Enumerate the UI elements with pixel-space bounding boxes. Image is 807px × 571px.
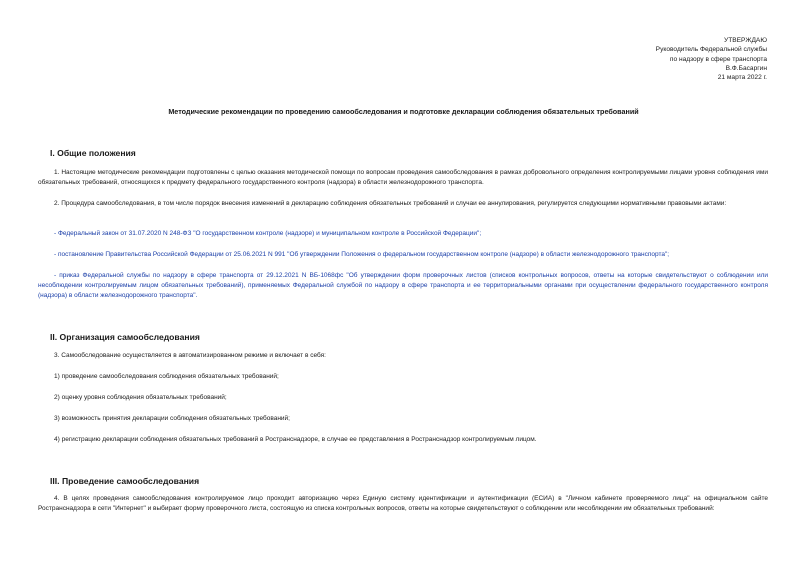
approval-signatory: В.Ф.Басаргин: [725, 64, 767, 72]
list-item-4: 4) регистрацию декларации соблюдения обязательных требований в Ространснадзоре, в случае ее представления в Ространснадзор контролируемым лицом.: [54, 436, 537, 443]
paragraph-2: 2. Процедура самообследования, в том числе порядок внесения изменений в декларацию соблюдения обязательных требований и случаи ее аннулирования, регулируется следующими нормативными правовыми актами:: [54, 200, 727, 207]
approval-date: 21 марта 2022 г.: [717, 74, 767, 82]
paragraph-1: 1. Настоящие методические рекомендации подготовлены с целью оказания методической помощи по вопросам проведения самообследования в рамках добровольного определения контролируемыми лицами уровня соблюдения ими обязательных требований, относящихся к предмету федерального государственного контроля (надзора) в области железнодорожного транспорта.: [38, 169, 768, 186]
list-item-1: 1) проведение самообследования соблюдения обязательных требований;: [54, 373, 279, 380]
document-title: Методические рекомендации по проведению самообследования и подготовке декларации соблюдения обязательных требований: [168, 107, 639, 116]
legal-act-link-3[interactable]: - приказ Федеральной службы по надзору в сфере транспорта от 29.12.2021 N ВБ-1068фс "Об утверждении форм проверочных листов (списков контрольных вопросов, ответы на которые свидетельствуют о соблюдении или несоблюдении контролируемым лицом обязательных требований), применяемых Федеральной службой по надзору в сфере транспорта и ее территориальными органами при осуществлении федерального государственного контроля (надзора) в области железнодорожного транспорта".: [38, 272, 768, 299]
section-heading-general: I. Общие положения: [50, 148, 136, 158]
list-item-3: 3) возможность принятия декларации соблюдения обязательных требований;: [54, 415, 290, 422]
list-item-2: 2) оценку уровня соблюдения обязательных требований;: [54, 394, 227, 401]
legal-act-link-1[interactable]: - Федеральный закон от 31.07.2020 N 248-ФЗ "О государственном контроле (надзоре) и муниципальном контроле в Российской Федерации";: [54, 230, 482, 237]
approval-block: [656, 36, 767, 82]
legal-act-link-2[interactable]: - постановление Правительства Российской Федерации от 25.06.2021 N 991 "Об утверждении Положения о федеральном государственном контроле (надзоре) в области железнодорожного транспорта";: [54, 251, 670, 258]
paragraph-4: 4. В целях проведения самообследования контролируемое лицо проходит авторизацию через Единую систему идентификации и аутентификации (ЕСИА) в "Личном кабинете проверяемого лица" на официальном сайте Ространснадзора в сети "Интернет" и выбирает форму проверочного листа, состоящую из списка контрольных вопросов, ответы на которые свидетельствуют о соблюдении или несоблюдении им обязательных требований:: [38, 495, 768, 512]
paragraph-3: 3. Самообследование осуществляется в автоматизированном режиме и включает в себя:: [54, 352, 326, 359]
approval-position-line1: Руководитель Федеральной службы: [655, 46, 767, 54]
approval-heading: УТВЕРЖДАЮ: [724, 37, 767, 44]
section-heading-organization: II. Организация самообследования: [50, 332, 200, 342]
approval-position-line2: по надзору в сфере транспорта: [669, 55, 767, 63]
section-heading-conduct: III. Проведение самообследования: [50, 476, 200, 486]
